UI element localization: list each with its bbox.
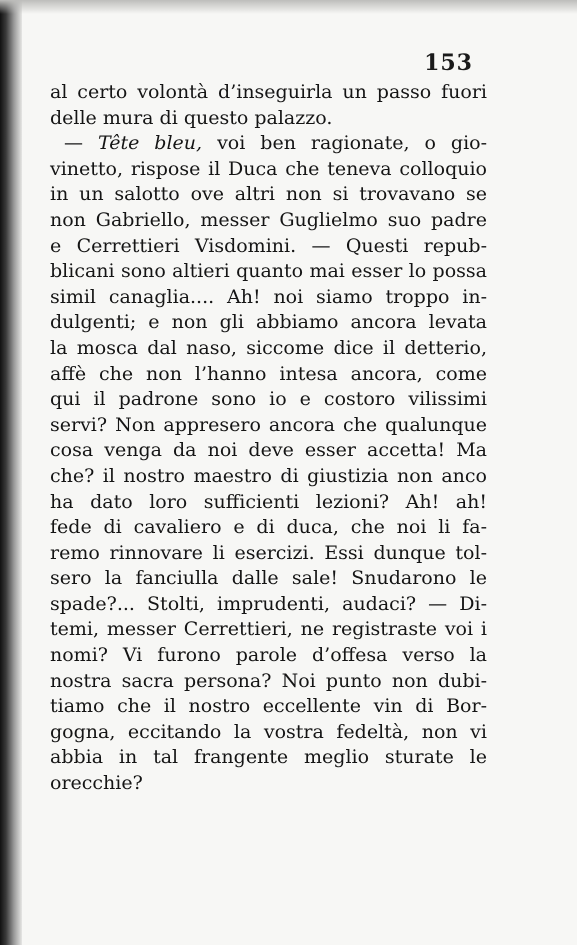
text-line: nomi? Vi furono parole d’offesa verso la <box>50 644 487 667</box>
text-line: orecchie? <box>50 772 143 795</box>
text-line: tiamo che il nostro eccellente vin di Bor- <box>50 695 487 718</box>
book-spine-shadow <box>0 0 22 945</box>
text-line: abbia in tal frangente meglio sturate le <box>50 746 487 769</box>
text-line: affè che non l’hanno intesa ancora, come <box>50 362 487 385</box>
text-line: gogna, eccitando la vostra fedeltà, non vi <box>50 720 487 743</box>
page-number: 153 <box>424 50 473 76</box>
text-line: delle mura di questo palazzo. <box>50 106 333 129</box>
text-line: blicani sono altieri quanto mai esser lo possa <box>50 260 487 283</box>
text-line: fede di cavaliero e di duca, che noi li fa- <box>50 516 487 539</box>
text-line: ha dato loro sufficienti lezioni? Ah! ah! <box>50 490 487 513</box>
body-text <box>50 80 487 797</box>
text-line: in un salotto ove altri non si trovavano se <box>50 183 487 206</box>
text-line: nostra sacra persona? Noi punto non dubi- <box>50 669 487 692</box>
italic-phrase: Tête bleu, <box>98 132 203 155</box>
text-line: spade?... Stolti, imprudenti, audaci? — Di- <box>50 592 487 615</box>
text-line: dulgenti; e non gli abbiamo ancora levata <box>50 311 487 334</box>
text-line: — Tête bleu, voi ben ragionate, o gio- <box>64 132 488 155</box>
text-line: non Gabriello, messer Guglielmo suo padre <box>50 208 487 231</box>
text-line: che? il nostro maestro di giustizia non anco <box>50 464 487 487</box>
text-line: cosa venga da noi deve esser accetta! Ma <box>50 439 487 462</box>
text-line: e Cerrettieri Visdomini. — Questi repub- <box>50 234 487 257</box>
page-top-shadow <box>0 0 577 14</box>
text-line: vinetto, rispose il Duca che teneva colloquio <box>50 157 487 180</box>
text-line: remo rinnovare li esercizi. Essi dunque tol- <box>50 541 487 564</box>
text-line: sero la fanciulla dalle sale! Snudarono le <box>50 567 487 590</box>
text-line: simil canaglia.... Ah! noi siamo troppo in- <box>50 285 487 308</box>
text-line: servi? Non appresero ancora che qualunque <box>50 413 487 436</box>
text-line: al certo volontà d’inseguirla un passo fuori <box>50 81 487 103</box>
text-line: la mosca dal naso, siccome dice il detterio, <box>50 336 487 359</box>
text-line: temi, messer Cerrettieri, ne registraste voi i <box>50 618 487 641</box>
text-line: qui il padrone sono io e costoro vilissimi <box>50 388 487 411</box>
